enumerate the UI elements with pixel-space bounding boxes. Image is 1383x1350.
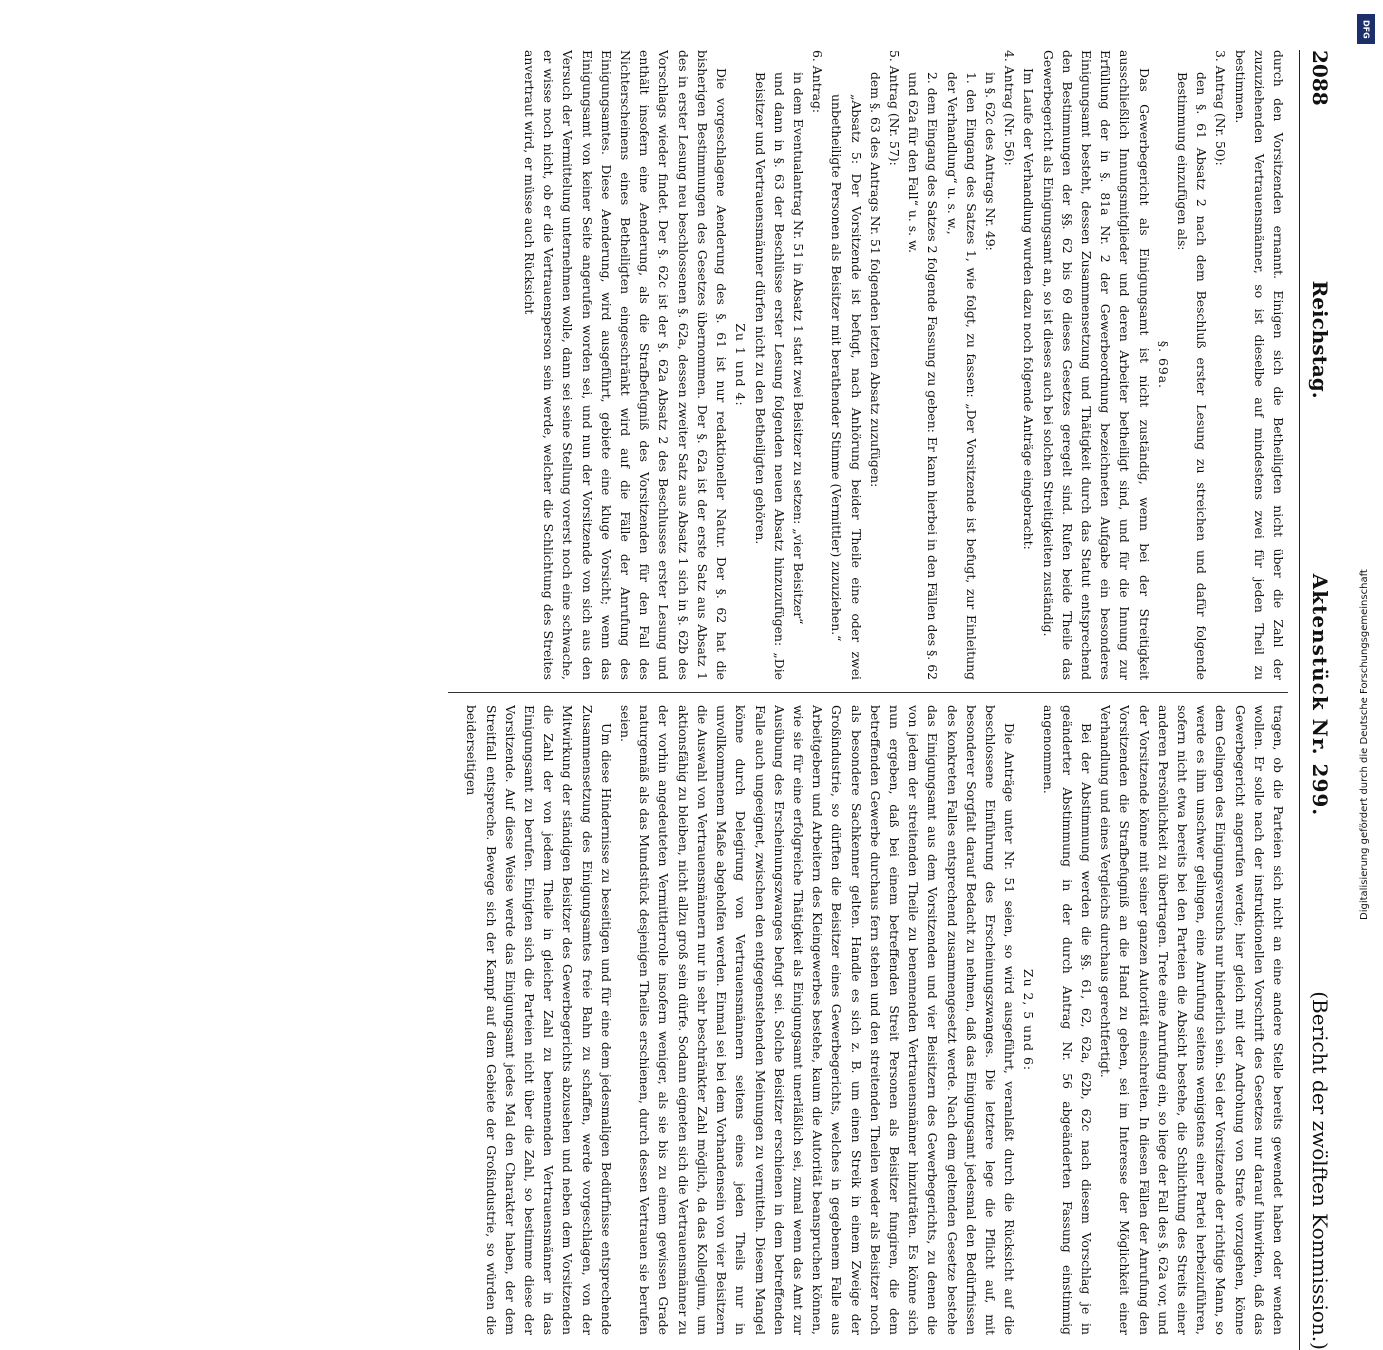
section-heading: §. 69a. xyxy=(1155,340,1171,390)
paragraph: tragen, ob die Parteien sich nicht an eine andere Stelle bereits gewendet haben oder wenden wollen. Er solle nach der instruktionellen Vorschrift des Gesetzes nur darauf hinwirken, daß das Gewerbegericht angerufen werde; hier gleich mit der Androhung von Strafe vorzugehen, könne dem Gelingen des Einigungsversuchs nur hinderlich sein. Sei der Vorsitzende der richtige Mann, so werde es ihm unschwer gelingen, eine Anrufung seitens wenigstens einer Partei herbeizuführen, sofern nicht etwa bereits bei den Parteien die Absicht bestehe, die Schlichtung des Streits einer anderen Persönlichkeit zu übertragen. Trete eine Anrufung ein, so liege der Fall des §. 62a vor, und der Vorsitzende könne mit seiner ganzen Autorität einschreiten. In diesen Fällen der Anrufung den Vorsitzenden die Strafbefugniß an die Hand zu geben, sei im Interesse der Möglichkeit einer Verhandlung und eines Vergleichs durchaus gerechtfertigt. xyxy=(1098,705,1286,1335)
paragraph: und dann in §. 63 der Beschlüsse erster Lesung folgenden neuen Absatz hinzuzufügen: „Die Beisitzer und Vertrauensmänner dürfen nicht zu den Betheiligten gehören. xyxy=(752,72,787,680)
document-page xyxy=(40,50,1340,1350)
paragraph: den §. 61 Absatz 2 nach dem Beschluß erster Lesung zu streichen und dafür folgende Bestimmung einzufügen als: xyxy=(1174,72,1210,680)
section-heading: Zu 2, 5 und 6: xyxy=(1021,969,1037,1071)
section-heading: Zu 1 und 4: xyxy=(733,323,749,407)
header-left: Reichstag. xyxy=(1308,280,1332,399)
digitization-credit xyxy=(1356,8,1376,998)
left-column xyxy=(448,50,1288,680)
paragraph: „Absatz 5: Der Vorsitzende ist befugt, nach Anhörung beider Theile eine oder zwei unbetheiligte Personen als Beisitzer mit berathender Stimme (Vermittler) zuzuziehen.“ xyxy=(829,94,864,680)
credit-text: Digitalisierung gefördert durch die Deutsche Forschungsgemeinschaft xyxy=(1359,569,1370,920)
paragraph: Bei der Abstimmung werden die §§. 61, 62, 62a, 62b, 62c nach diesem Vorschlag je in geänderter Abstimmung in der durch Antrag Nr. 56 abgeänderten Fassung einstimmig angenommen. xyxy=(1040,705,1094,1335)
paragraph: Im Laufe der Verhandlung wurden dazu noch folgende Anträge eingebracht: xyxy=(1021,68,1037,550)
header-right: (Bericht der zwölften Kommission.) xyxy=(1308,991,1332,1350)
paragraph: in §. 62c des Antrags Nr. 49: xyxy=(982,72,998,251)
paragraph: durch den Vorsitzenden ernannt. Einigen sich die Betheiligten nicht über die Zahl der zuzuziehenden Vertrauensmänner, so ist dieselbe auf mindestens zwei für jeden Theil zu bestimmen. xyxy=(1232,50,1286,680)
right-column xyxy=(448,705,1288,1335)
paragraph: Um diese Hindernisse zu beseitigen und für eine dem jedesmaligen Bedürfnisse entsprechende Zusammensetzung des Einigungsamtes freie Bahn zu schaffen, werde vorgeschlagen, von der Mitwirkung der ständigen Beisitzer des Gewerbegerichts abzusehen und neben dem Vorsitzenden die Zahl der von jedem Theile in gleicher Zahl zu benennenden Vertrauensmänner in das Einigungsamt zu berufen. Einigten sich die Parteien nicht über die Zahl, so bestimme diese der Vorsitzende. Auf diese Weise werde das Einigungsamt jedes Mal den Charakter haben, der dem Streitfall entspreche. Bewege sich der Kampf auf dem Gebiete der Großindustrie, so würden die beiderseitigen xyxy=(464,705,614,1335)
paragraph: in dem Eventualantrag Nr. 51 in Absatz 1 statt zwei Beisitzer zu setzen: „vier Beisitzer“ xyxy=(790,72,806,625)
paragraph: Die Anträge unter Nr. 51 seien, so wird ausgeführt, veranlaßt durch die Rücksicht auf die beschlossene Einführung des Erscheinungszwanges. Die letztere lege die Pflicht auf, mit besonderer Sorgfalt darauf Bedacht zu nehmen, daß das Einigungsamt jedesmal den Bedürfnissen des konkreten Falles entsprechend zusammengesetzt werde. Nach dem geltenden Gesetze bestehe das Einigungsamt aus dem Vorsitzenden und vier Beisitzern des Gewerbegerichts, zu denen die von jedem der streitenden Theile zu benennenden Vertrauensmänner hinzuträten. Es könne sich nun ergeben, daß bei einem betreffenden Streit Personen als Beisitzer fungiren, die dem betreffenden Gewerbe durchaus fern stehen und den streitenden Theilen weder als Beisitzer noch als besondere Sachkenner gelten. Handle es sich z. B. um einen Streik in einem Zweige der Großindustrie, so dürften die Beisitzer eines Gewerbegerichts, welches in gegebenem Falle aus Arbeitgebern und Arbeitern des Kleingewerbes bestehe, kaum die Autorität beanspruchen können, wie sie für eine erfolgreiche Thätigkeit als Einigungsamt unerläßlich sei, zumal wenn das Amt zur Ausübung des Erscheinungszwanges befugt sei. Solche Beisitzer erschienen in dem betreffenden Falle auch ungeeignet, zwischen den entgegenstehenden Meinungen zu vermitteln. Diesem Mangel könne durch Delegirung von Vertrauensmännern seitens eines jeden Theils nur in unvollkommenem Maße abgeholfen werden. Einmal sei bei dem Vorhandensein von vier Beisitzern die Auswahl von Vertrauensmännern nur in sehr beschränkter Zahl möglich, da das Kollegium, um aktionsfähig zu bleiben, nicht allzu groß sein dürfe. Sodann eigneten sich die Vertrauensmänner zu der vorhin angedeuteten Vermittlerrolle insofern weniger, als sie bis zu einem gewissen Grade naturgemäß als das Mundstück desjenigen Theiles erschienen, durch dessen Vertrauen sie berufen seien. xyxy=(618,705,1018,1335)
paragraph: 5. Antrag (Nr. 57): xyxy=(886,50,902,166)
paragraph: 4. Antrag (Nr. 56): xyxy=(1002,50,1018,166)
header-title: Aktenstück Nr. 299. xyxy=(1308,573,1332,817)
page-number: 2088 xyxy=(1308,50,1332,106)
page-header xyxy=(1299,50,1340,1350)
paragraph: Die vorgeschlagene Aenderung des §. 61 ist nur redaktioneller Natur. Der §. 62 hat die bisherigen Bestimmungen des Gesetzes übernommen. Der §. 62a ist der erste Satz aus Absatz 1 des in erster Lesung neu beschlossenen §. 62a, dessen zweiter Satz aus Absatz 1 sich in §. 62b des Vorschlags wieder findet. Der §. 62c ist der §. 62a Absatz 2 des Beschlusses erster Lesung und enthält insofern eine Aenderung, als die Strafbefugniß des Vorsitzenden für den Fall des Nichterscheinens eines Betheiligten eingeschränkt wird auf die Fälle der Anrufung des Einigungsamtes. Diese Aenderung, wird ausgeführt, gebiete eine kluge Vorsicht; wenn das Einigungsamt von keiner Seite angerufen worden sei, und nun der Vorsitzende von sich aus den Versuch der Vermittelung unternehmen wolle, dann sei seine Stellung vorerst noch eine schwache, er wisse noch nicht, ob er die Vertrauensperson sein werde, welcher die Schlichtung des Streites anvertraut wird, er müsse auch Rücksicht xyxy=(522,50,730,680)
paragraph: 1. den Eingang des Satzes 1, wie folgt, zu fassen: „Der Vorsitzende ist befugt, zur Einleitung der Verhandlung“ u. s. w., xyxy=(944,72,979,680)
paragraph: dem §. 63 des Antrags Nr. 51 folgenden letzten Absatz zuzufügen: xyxy=(867,72,883,488)
dfg-logo: DFG xyxy=(1357,14,1375,44)
paragraph: 6. Antrag: xyxy=(810,50,826,114)
paragraph: 3. Antrag (Nr. 50): xyxy=(1213,50,1229,166)
paragraph: Das Gewerbegericht als Einigungsamt ist nicht zuständig, wenn bei der Streitigkeit ausschließlich Innungsmitglieder und deren Arbeiter betheiligt sind, und für die Innung zur Erfüllung der in §. 81a Nr. 2 der Gewerbeordnung bezeichneten Aufgabe ein besonderes Einigungsamt besteht, dessen Zusammensetzung und Thätigkeit durch das Statut entsprechend den Bestimmungen der §§. 62 bis 69 dieses Gesetzes geregelt sind. Rufen beide Theile das Gewerbegericht als Einigungsamt an, so ist dieses auch bei solchen Streitigkeiten zuständig. xyxy=(1040,50,1152,680)
column-divider xyxy=(448,692,1288,693)
paragraph: 2. dem Eingang des Satzes 2 folgende Fassung zu geben: Er kann hierbei in den Fällen des §. 62 und 62a für den Fall“ u. s. w. xyxy=(906,72,941,680)
